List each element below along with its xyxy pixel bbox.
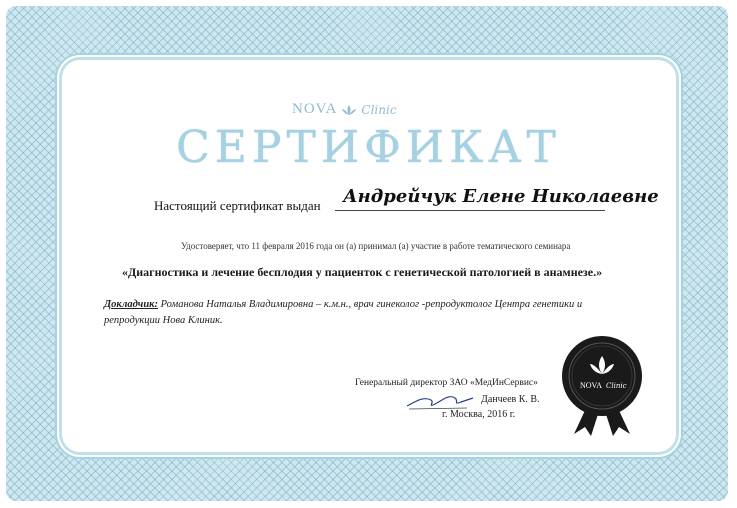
city-date: г. Москва, 2016 г. bbox=[442, 409, 516, 420]
speaker-label: Докладчик: bbox=[104, 299, 158, 310]
recipient-name: Андрейчук Елене Николаевне bbox=[343, 186, 659, 207]
certificate-title: СЕРТИФИКАТ bbox=[176, 122, 561, 173]
nova-clinic-logo bbox=[292, 101, 397, 118]
speaker-text: Романова Наталья Владимировна – к.м.н., врач гинеколог -репродуктолог Центра генетики и репродукции Нова Клиник. bbox=[104, 299, 583, 326]
logo-brand: NOVA bbox=[292, 101, 338, 117]
svg-text:NOVA: NOVA bbox=[580, 381, 603, 390]
intro-text: Настоящий сертификат выдан bbox=[154, 198, 321, 213]
lotus-icon bbox=[341, 104, 357, 116]
name-underline bbox=[335, 210, 605, 211]
svg-text:Clinic: Clinic bbox=[606, 382, 627, 390]
seminar-title: «Диагностика и лечение бесплодия у пациенток с генетической патологией в анамнезе.» bbox=[122, 265, 603, 279]
logo-script: Clinic bbox=[361, 102, 397, 117]
seal-stamp bbox=[558, 334, 646, 436]
speaker-paragraph bbox=[104, 297, 624, 329]
director-name: Данчеев К. В. bbox=[481, 394, 540, 405]
attestation-text: Удостоверяет, что 11 февраля 2016 года он (а) принимал (а) участие в работе тематического семинара bbox=[181, 241, 571, 251]
director-title: Генеральный директор ЗАО «МедИнСервис» bbox=[355, 378, 538, 388]
